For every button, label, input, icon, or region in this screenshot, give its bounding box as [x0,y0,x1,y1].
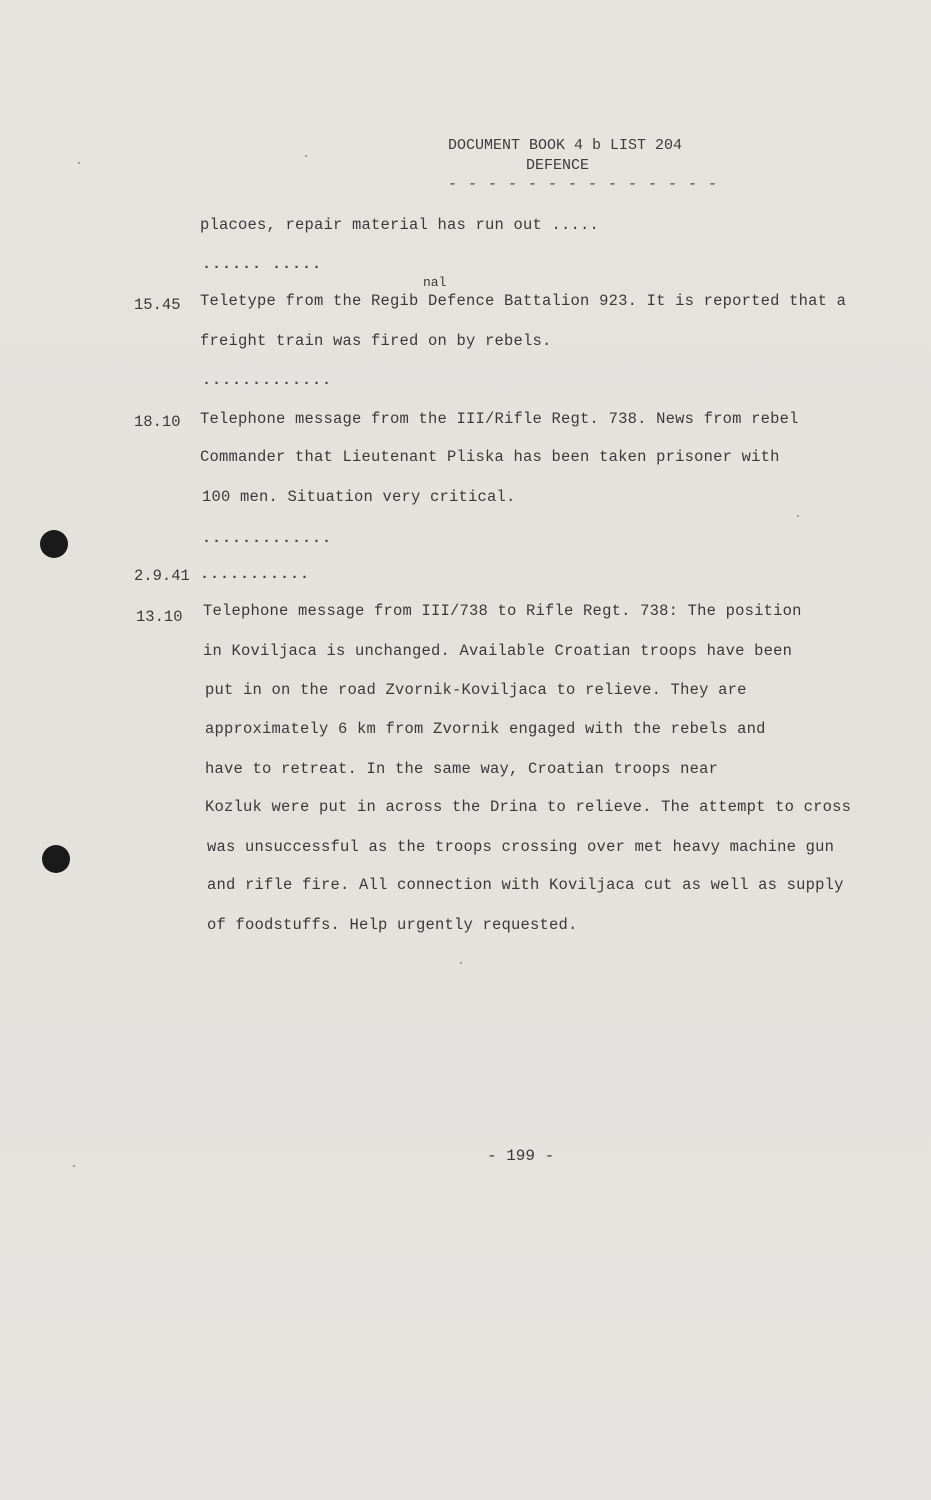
entry-text-line: was unsuccessful as the troops crossing over met heavy machine gun [207,838,835,856]
ellipsis-separator: ............. [202,530,333,547]
entry-text-line: and rifle fire. All connection with Koviljaca cut as well as supply [207,876,844,894]
entry-time: 15.45 [134,296,181,314]
entry-text-line: 100 men. Situation very critical. [202,488,516,506]
document-subtitle: DEFENCE [526,157,590,174]
entry-text-line: of foodstuffs. Help urgently requested. [207,916,578,934]
entry-text-line: put in on the road Zvornik-Koviljaca to relieve. They are [205,681,747,699]
ellipsis-separator: ...... ..... [202,256,323,273]
paper-speck [797,515,799,517]
punch-hole-top [40,530,68,558]
entry-text-line: freight train was fired on by rebels. [200,332,552,350]
punch-hole-bottom [42,845,70,873]
entry-text-line: have to retreat. In the same way, Croatian troops near [205,760,719,778]
document-title: DOCUMENT BOOK 4 b LIST 204 [448,137,683,154]
entry-text-line: Teletype from the Regib Defence Battalion 923. It is reported that a [200,292,847,310]
entry-text-line: in Koviljaca is unchanged. Available Croatian troops have been [203,642,793,660]
superscript-annotation: nal [423,275,447,290]
paper-speck [73,1165,75,1167]
intro-line: placoes, repair material has run out ..... [200,216,600,234]
entry-time: 18.10 [134,413,181,431]
header-rule: - - - - - - - - - - - - - - [448,176,719,193]
entry-text-line: approximately 6 km from Zvornik engaged with the rebels and [205,720,766,738]
paper-speck [305,155,307,157]
entry-date: 2.9.41 [134,567,190,585]
paper-speck [78,162,80,164]
entry-time: 13.10 [136,608,183,626]
page-number: - 199 - [487,1147,555,1165]
paper-speck [460,962,462,964]
entry-text-line: Kozluk were put in across the Drina to relieve. The attempt to cross [205,798,852,816]
date-ellipsis: ........... [200,566,311,583]
ellipsis-separator: ............. [202,372,333,389]
entry-text-line: Commander that Lieutenant Pliska has been taken prisoner with [200,448,780,466]
entry-text-line: Telephone message from the III/Rifle Regt. 738. News from rebel [200,410,799,428]
entry-text-line: Telephone message from III/738 to Rifle Regt. 738: The position [203,602,802,620]
